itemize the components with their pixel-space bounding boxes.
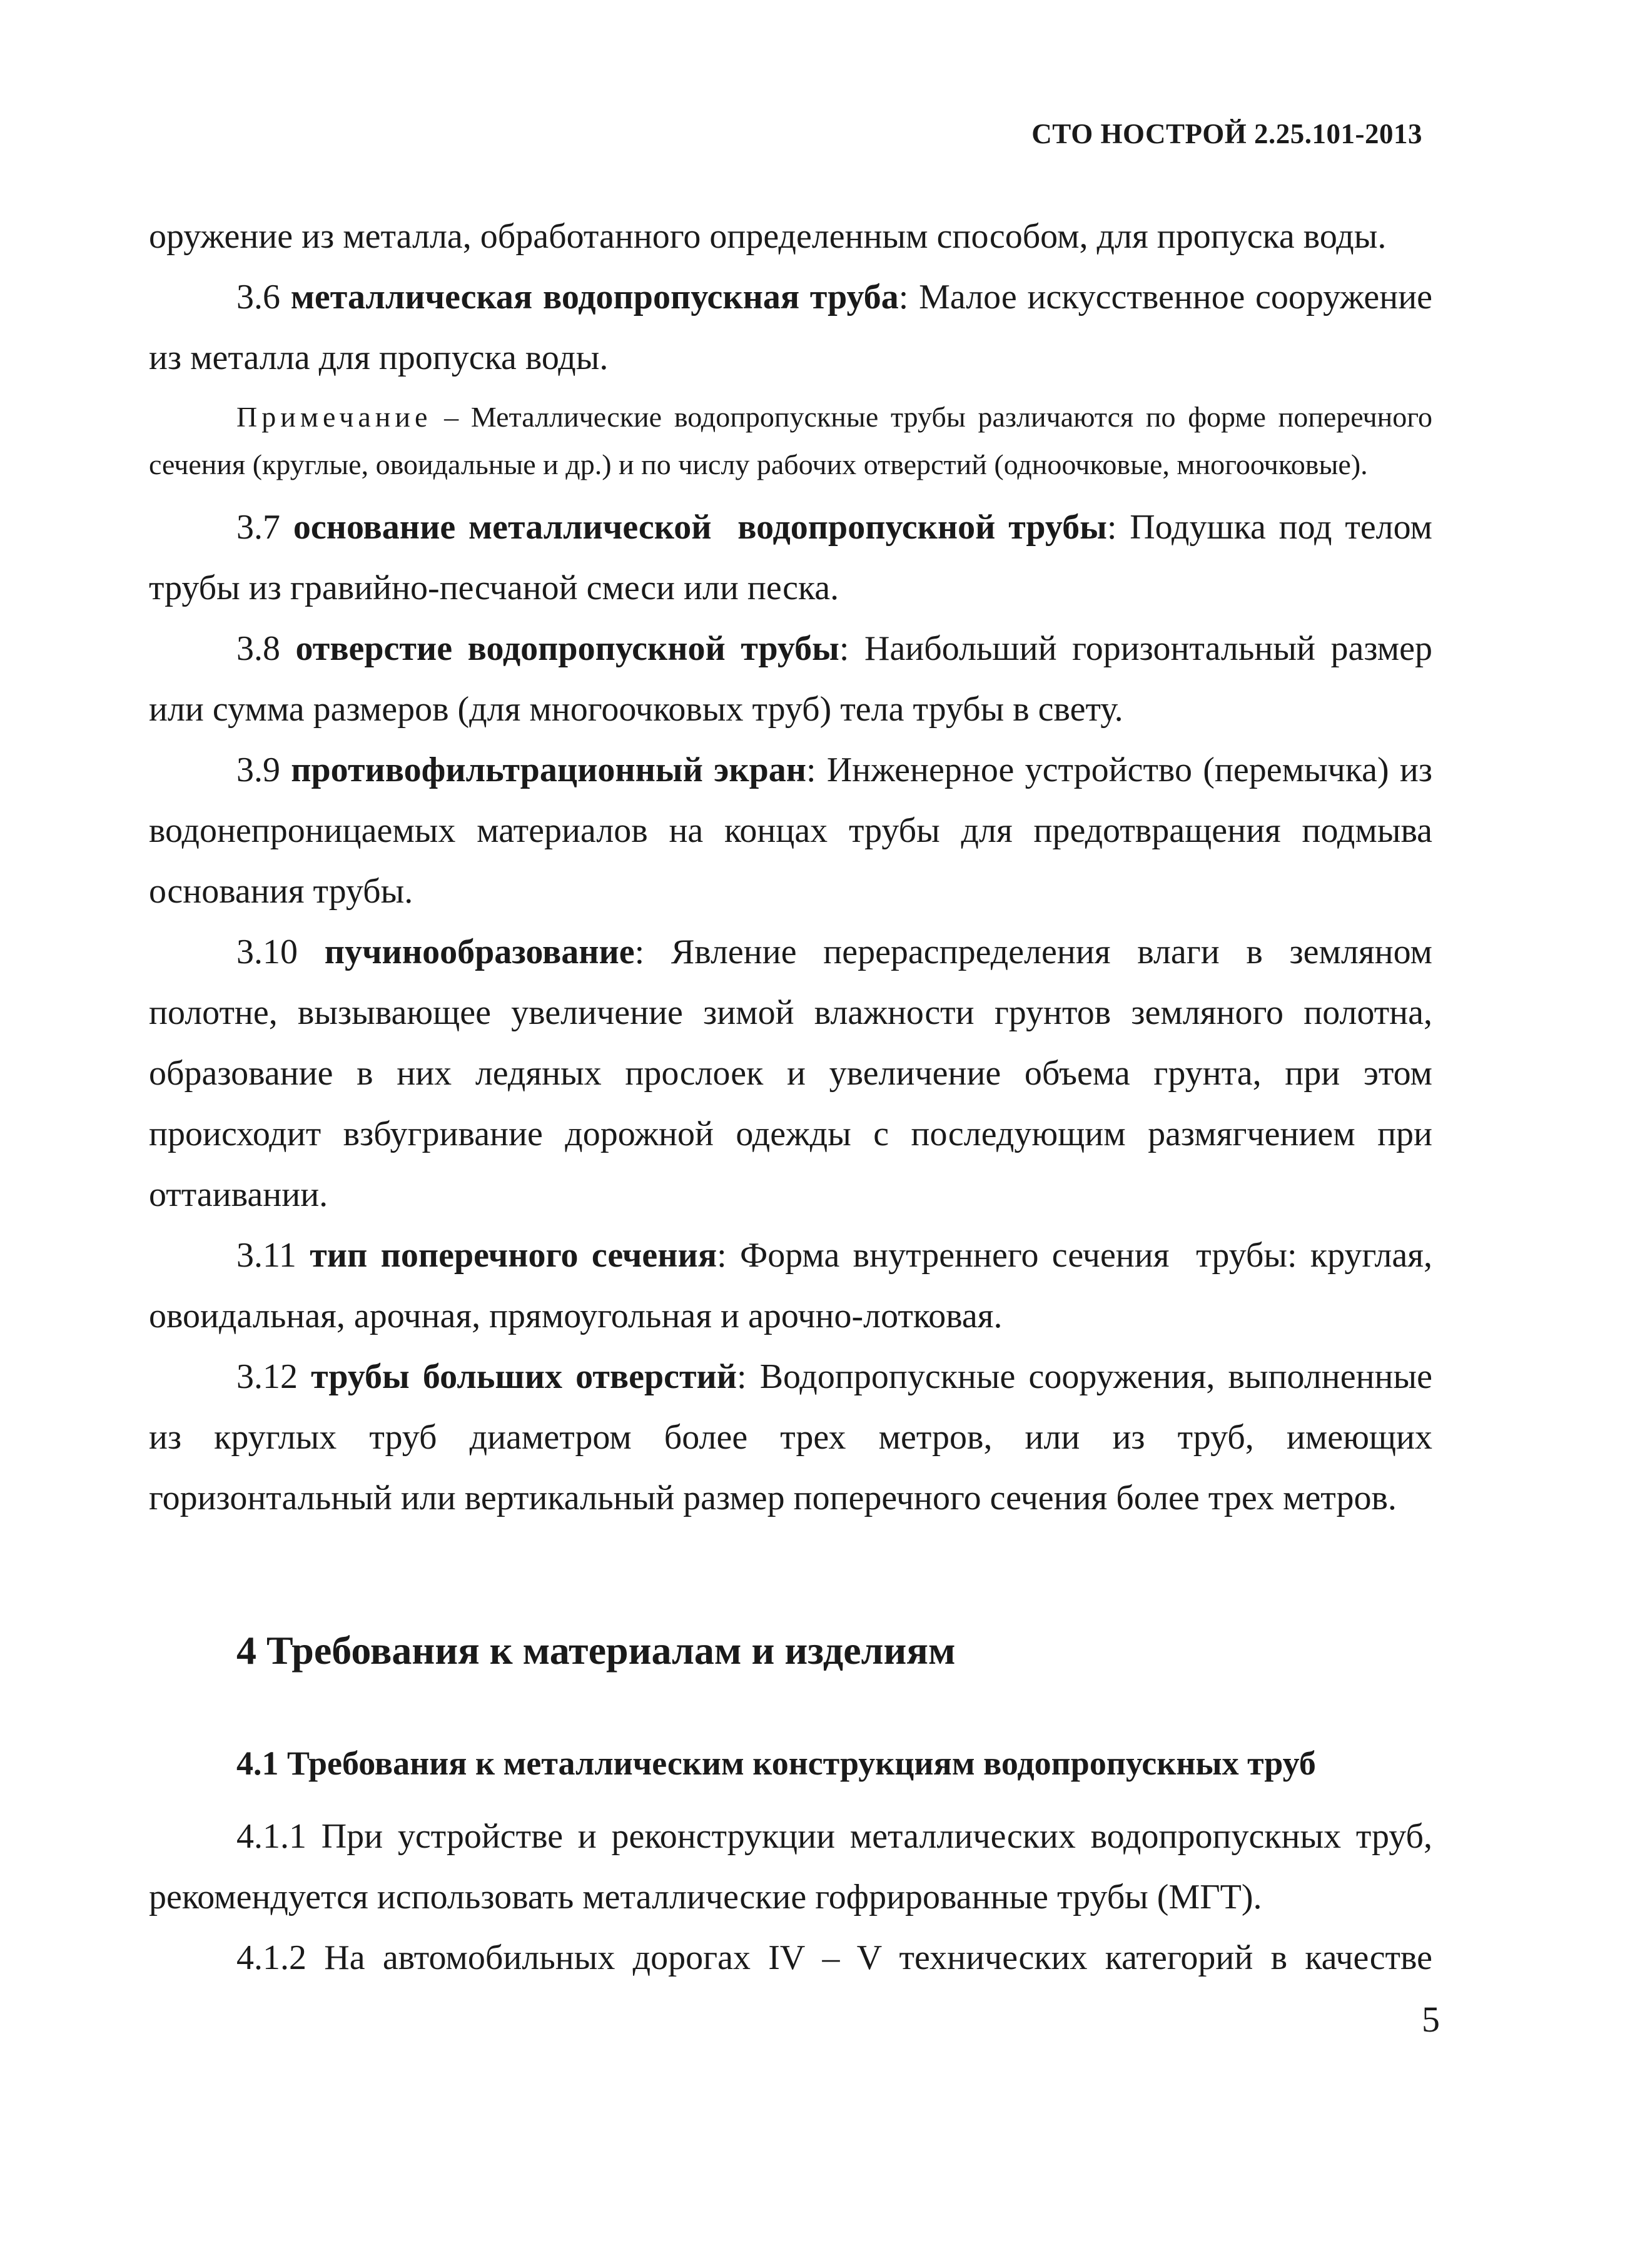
section-4-heading: 4 Требования к материалам и изделиям [236,1628,956,1673]
subsection-4-1-heading: 4.1 Требования к металлическим конструкциям водопропускных труб [236,1744,1316,1782]
document-code-header: СТО НОСТРОЙ 2.25.101-2013 [1031,118,1422,149]
page-number: 5 [1422,1999,1440,2040]
definition-3-7 [149,497,1432,619]
defined-term: пучинообразование [324,933,635,971]
clause-number: 3.8 [236,629,296,668]
definition-text: : Малое искусственное сооружение из металла для пропуска воды. [149,278,1433,377]
clause-4-1-1: 4.1.1 При устройстве и реконструкции металлических водопропускных труб, рекомендуется использовать металлические гофрированные трубы (МГТ). [149,1817,1432,1916]
continued-paragraph: оружение из металла, обработанного определенным способом, для пропуска воды. [149,217,1387,256]
definition-text: : Форма внутреннего сечения трубы: круглая, овоидальная, арочная, прямоугольная и арочно-лотковая. [149,1236,1442,1335]
definition-3-12 [149,1347,1432,1529]
defined-term: противофильтрационный экран [291,751,806,789]
clause-number: 3.10 [236,933,325,971]
defined-term: отверстие водопропускной трубы [295,629,839,668]
defined-term: тип поперечного сечения [310,1236,717,1275]
defined-term: металлическая водопропускная труба [290,278,899,316]
clause-4-1-2: 4.1.2 На автомобильных дорогах IV – V технических категорий в качестве [236,1938,1432,1977]
clause-number: 3.11 [236,1236,310,1275]
definition-text: : Наибольший горизонтальный размер или сумма размеров (для многоочковых труб) тела трубы в свету. [149,629,1432,729]
clause-number: 3.12 [236,1357,311,1396]
definition-3-6 [149,267,1432,388]
definition-3-8 [149,619,1432,740]
note-label: Примечание [236,401,432,433]
definition-text: : Водопропускные сооружения, выполненные из круглых труб диаметром более трех метров, или из труб, имеющих горизонтальный или вертикальный размер поперечного сечения более трех метров. [149,1357,1433,1517]
clause-number: 3.9 [236,751,291,789]
definition-text: : Инженерное устройство (перемычка) из водонепроницаемых материалов на концах трубы для предотвращения подмыва основания трубы. [149,751,1433,911]
note-text: – Металлические водопропускные трубы различаются по форме поперечного сечения (круглые, овоидальные и др.) и по числу рабочих отверстий (одноочковые, многоочковые). [149,401,1432,480]
definition-3-11 [149,1225,1442,1347]
clause-number: 3.6 [236,278,291,316]
page-content [149,206,1442,1988]
definition-3-10 [149,922,1432,1225]
definition-text: : Подушка под телом трубы из гравийно-песчаной смеси или песка. [149,508,1432,607]
defined-term: основание металлической водопропускной трубы [293,508,1107,547]
definition-3-9 [149,740,1432,922]
definition-text: : Явление перераспределения влаги в земляном полотне, вызывающее увеличение зимой влажности грунтов земляного полотна, образование в них ледяных прослоек и увеличение объема грунта, при этом происходит взбугривание дорожной одежды с последующим размягчением при оттаивании. [149,933,1432,1214]
clause-number: 3.7 [236,508,293,547]
defined-term: трубы больших отверстий [311,1357,737,1396]
note-paragraph [149,393,1432,489]
